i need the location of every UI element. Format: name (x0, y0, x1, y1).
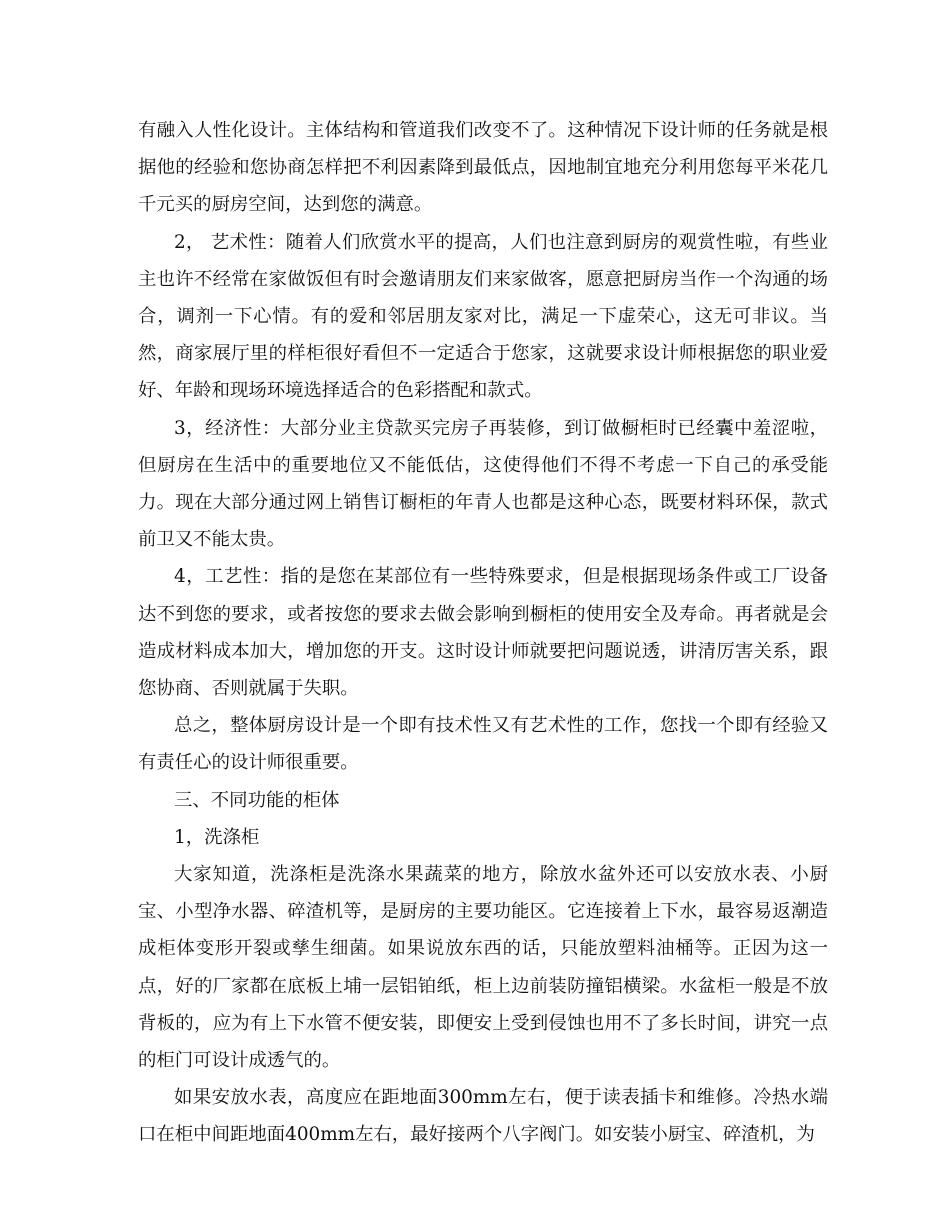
document-body (138, 112, 828, 1154)
paragraph-2: 2， 艺术性：随着人们欣赏水平的提高，人们也注意到厨房的观赏性啦，有些业主也许不经常在家做饭但有时会邀请朋友们来家做客，愿意把厨房当作一个沟通的场合，调剂一下心情。有的爱和邻居朋友家对比，满足一下虚荣心，这无可非议。当然，商家展厅里的样柜很好看但不一定适合于您家，这就要求设计师根据您的职业爱好、年龄和现场环境选择适合的色彩搭配和款式。 (138, 231, 828, 402)
paragraph-1: 有融入人性化设计。主体结构和管道我们改变不了。这种情况下设计师的任务就是根据他的经验和您协商怎样把不利因素降到最低点，因地制宜地充分利用您每平米花几千元买的厨房空间，达到您的满意。 (138, 120, 828, 216)
subsection-heading: 1，洗涤柜 (174, 826, 260, 848)
paragraph-4: 4，工艺性：指的是您在某部位有一些特殊要求，但是根据现场条件或工厂设备达不到您的要求，或者按您的要求去做会影响到橱柜的使用安全及寿命。再者就是会造成材料成本加大，增加您的开支。这时设计师就要把问题说透，讲清厉害关系，跟您协商、否则就属于失职。 (138, 566, 828, 700)
paragraph-3: 3，经济性：大部分业主贷款买完房子再装修，到订做橱柜时已经囊中羞涩啦，但厨房在生活中的重要地位又不能低估，这使得他们不得不考虑一下自己的承受能力。现在大部分通过网上销售订橱柜的年青人也都是这种心态，既要材料环保，款式前卫又不能太贵。 (138, 417, 828, 551)
section-heading: 三、不同功能的柜体 (174, 789, 340, 811)
paragraph-5: 总之，整体厨房设计是一个即有技术性又有艺术性的工作，您找一个即有经验又有责任心的设计师很重要。 (138, 715, 828, 774)
paragraph-6: 大家知道，洗涤柜是洗涤水果蔬菜的地方，除放水盆外还可以安放水表、小厨宝、小型净水器、碎渣机等，是厨房的主要功能区。它连接着上下水，最容易返潮造成柜体变形开裂或孳生细菌。如果说放东西的话，只能放塑料油桶等。正因为这一点，好的厂家都在底板上埔一层铝铂纸，柜上边前装防撞铝横梁。水盆柜一般是不放背板的，应为有上下水管不便安装，即便安上受到侵蚀也用不了多长时间，讲究一点的柜门可设计成透气的。 (138, 864, 828, 1072)
paragraph-7: 如果安放水表，高度应在距地面300mm左右，便于读表插卡和维修。冷热水端口在柜中间距地面400mm左右，最好接两个八字阀门。如安装小厨宝、碎渣机，为 (138, 1087, 828, 1146)
